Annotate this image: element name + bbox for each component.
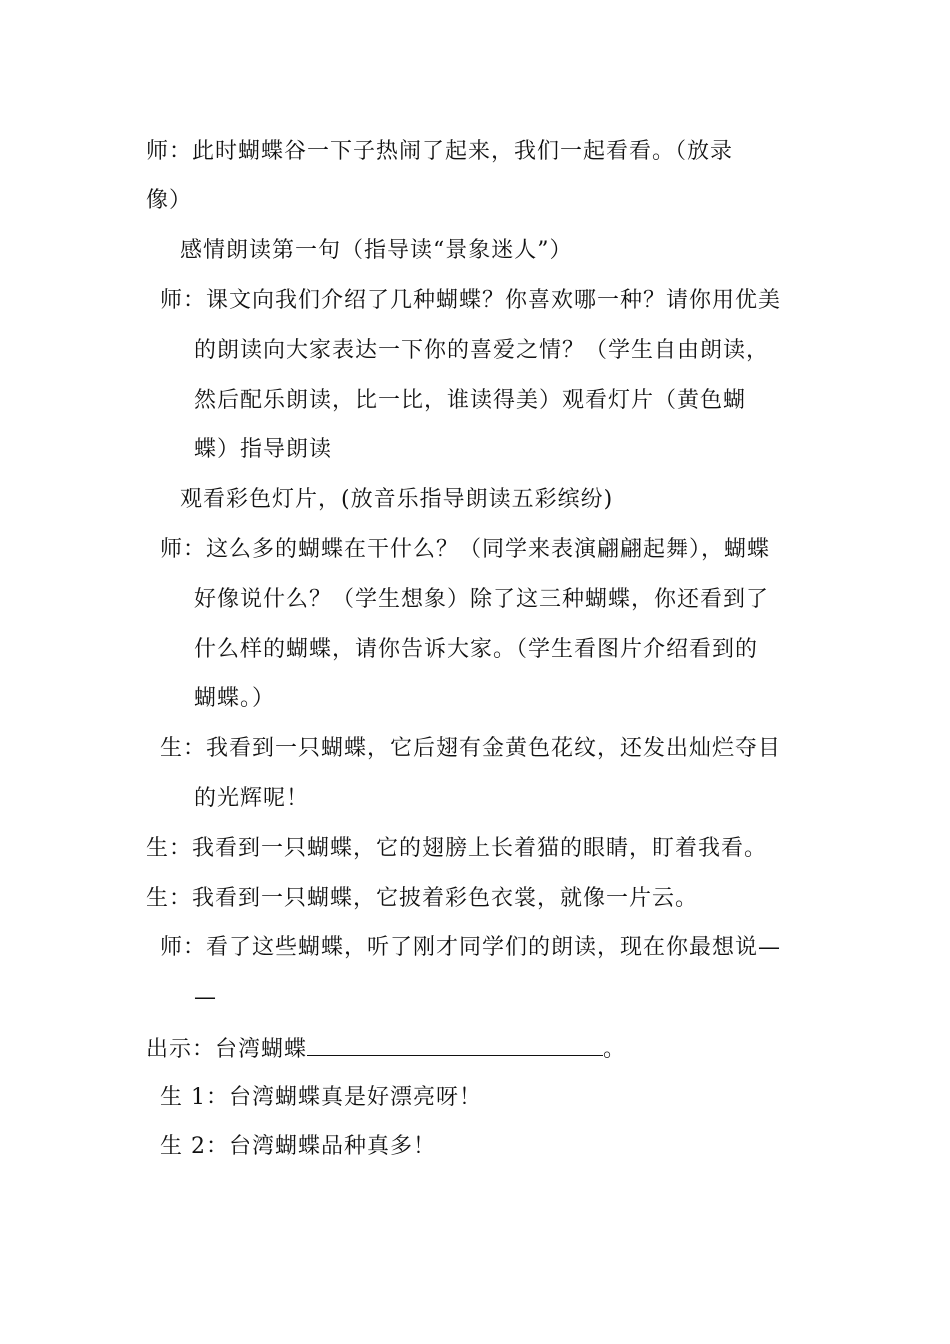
text-line: 的光辉呢！ (194, 786, 310, 811)
text-line: 生 1：台湾蝴蝶真是好漂亮呀！ (160, 1085, 482, 1110)
text-line: 师：此时蝴蝶谷一下子热闹了起来，我们一起看看。（放录 (146, 139, 734, 164)
text-line: 蝶）指导朗读 (194, 437, 333, 462)
answer-blank (307, 1035, 603, 1056)
prompt-suffix: 。 (603, 1037, 627, 1062)
text-line: 蝴蝶。） (194, 686, 276, 711)
text-line: 生：我看到一只蝴蝶，它后翅有金黄色花纹，还发出灿烂夺目 (160, 736, 782, 761)
text-line: 什么样的蝴蝶，请你告诉大家。（学生看图片介绍看到的 (194, 637, 759, 662)
text-line: 师：看了这些蝴蝶，听了刚才同学们的朗读，现在你最想说— (160, 935, 782, 960)
text-line: 感情朗读第一句（指导读“景象迷人”） (180, 238, 573, 263)
text-line: 像） (146, 188, 193, 213)
text-line: 生 2：台湾蝴蝶品种真多！ (160, 1134, 436, 1159)
text-line: 师：课文向我们介绍了几种蝴蝶？你喜欢哪一种？请你用优美 (160, 288, 782, 313)
text-line: 生：我看到一只蝴蝶，它披着彩色衣裳，就像一片云。 (146, 886, 699, 911)
text-line: — (194, 985, 217, 1010)
text-line: 生：我看到一只蝴蝶，它的翅膀上长着猫的眼睛，盯着我看。 (146, 836, 768, 861)
text-line: 然后配乐朗读，比一比，谁读得美）观看灯片（黄色蝴 (194, 388, 747, 413)
text-line: 好像说什么？（学生想象）除了这三种蝴蝶，你还看到了 (194, 587, 770, 612)
prompt-prefix: 出示：台湾蝴蝶 (146, 1037, 308, 1062)
text-line: 的朗读向大家表达一下你的喜爱之情？（学生自由朗读， (194, 338, 770, 363)
fill-in-prompt (146, 1035, 626, 1063)
text-line: 师：这么多的蝴蝶在干什么？（同学来表演翩翩起舞），蝴蝶 (160, 537, 771, 562)
text-line: 观看彩色灯片，(放音乐指导朗读五彩缤纷) (180, 487, 614, 512)
